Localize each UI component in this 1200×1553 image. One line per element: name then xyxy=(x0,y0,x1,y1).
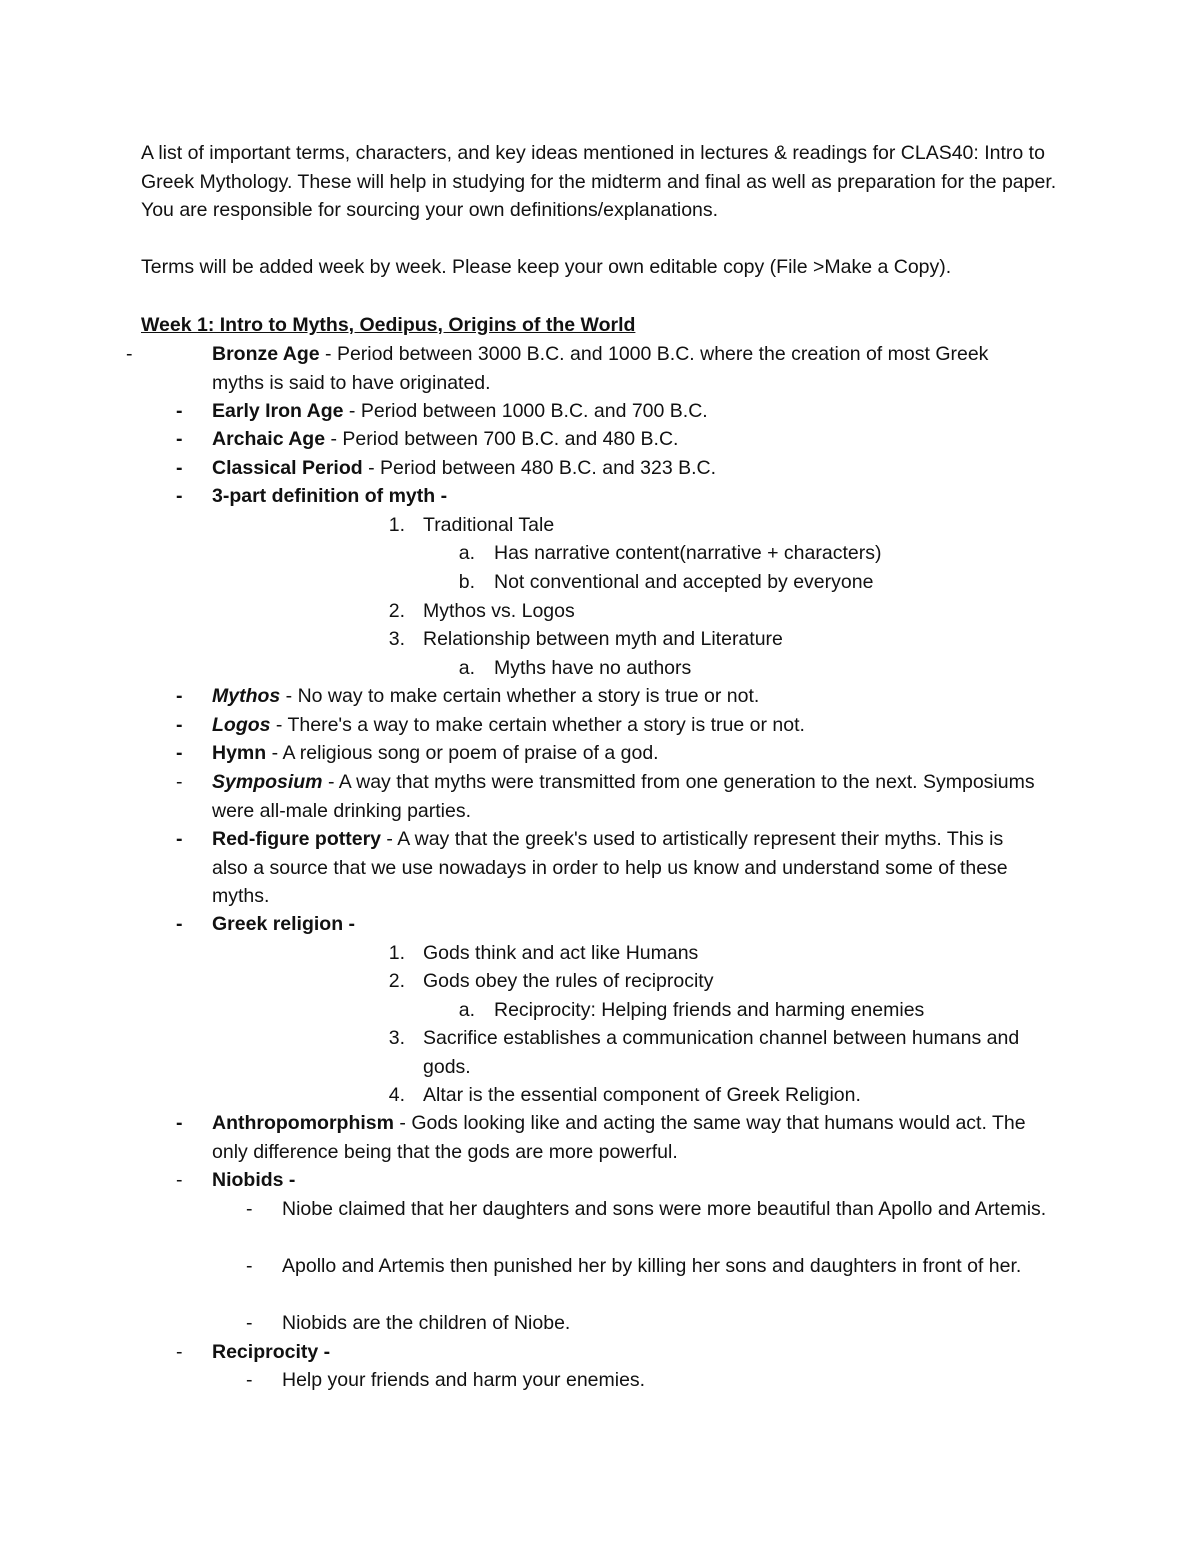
list-letter: a. xyxy=(458,542,475,564)
list-item: Gods think and act like Humans xyxy=(423,942,699,964)
term-label: Classical Period xyxy=(212,457,363,479)
list-item: Traditional Tale xyxy=(423,514,555,536)
list-item: Myths have no authors xyxy=(494,657,692,679)
intro-paragraph: A list of important terms, characters, and key ideas mentioned in lectures & readings for CLAS40: Intro to Greek Mythology. These will help in studying for the midterm and final as well as preparation for the paper. You are responsible for sourcing your own definitions/explanations. xyxy=(141,142,1057,222)
list-number: 3. xyxy=(388,1027,405,1049)
bullet-marker: - xyxy=(246,1312,253,1334)
bullet-marker: - xyxy=(176,714,183,736)
term-archaic-age xyxy=(212,425,678,453)
sub-bullet-item: Niobids are the children of Niobe. xyxy=(282,1312,571,1334)
list-item: Has narrative content(narrative + characters) xyxy=(494,542,882,564)
term-label: Early Iron Age xyxy=(212,400,344,422)
bullet-marker: - xyxy=(176,457,183,479)
bullet-marker: - xyxy=(246,1369,253,1391)
term-mythos xyxy=(212,682,759,710)
bullet-marker: - xyxy=(176,1169,183,1191)
term-definition: - Period between 480 B.C. and 323 B.C. xyxy=(362,457,717,479)
term-definition: - Period between 700 B.C. and 480 B.C. xyxy=(325,428,679,450)
term-label: Symposium xyxy=(212,771,323,793)
term-label: Archaic Age xyxy=(212,428,326,450)
term-definition: - There's a way to make certain whether a story is true or not. xyxy=(270,714,805,736)
term-label: Greek religion xyxy=(212,913,344,935)
term-anthropomorphism xyxy=(212,1109,1042,1166)
list-number: 3. xyxy=(388,628,405,650)
sub-bullet-item: Help your friends and harm your enemies. xyxy=(282,1369,646,1391)
term-definition: - xyxy=(343,913,356,935)
bullet-marker: - xyxy=(176,1112,183,1134)
list-number: 2. xyxy=(388,970,405,992)
list-number: 4. xyxy=(388,1084,405,1106)
list-item: Mythos vs. Logos xyxy=(423,600,575,622)
list-number: 1. xyxy=(388,942,405,964)
term-bronze-age xyxy=(212,340,1042,397)
intro-note: Terms will be added week by week. Please keep your own editable copy (File >Make a Copy). xyxy=(141,256,952,278)
week1-heading: Week 1: Intro to Myths, Oedipus, Origins of the World xyxy=(141,314,636,336)
list-number: 2. xyxy=(388,600,405,622)
list-letter: a. xyxy=(458,657,475,679)
list-item: Gods obey the rules of reciprocity xyxy=(423,970,714,992)
term-reciprocity xyxy=(212,1338,330,1366)
term-label: Niobids xyxy=(212,1169,284,1191)
bullet-marker: - xyxy=(176,685,183,707)
term-definition: - xyxy=(283,1169,296,1191)
sub-bullet-item: Apollo and Artemis then punished her by killing her sons and daughters in front of her. xyxy=(282,1255,1022,1277)
term-definition: - A way that myths were transmitted from one generation to the next. Symposiums were all-male drinking parties. xyxy=(212,771,1035,822)
term-label: Reciprocity xyxy=(212,1341,319,1363)
bullet-marker: - xyxy=(176,400,183,422)
term-logos xyxy=(212,711,805,739)
bullet-marker: - xyxy=(176,1341,183,1363)
term-label: 3-part definition of myth xyxy=(212,485,436,507)
term-label: Hymn xyxy=(212,742,267,764)
term-hymn xyxy=(212,739,659,767)
bullet-marker: - xyxy=(176,742,183,764)
bullet-marker: - xyxy=(176,771,183,793)
list-item: Relationship between myth and Literature xyxy=(423,628,783,650)
term-label: Anthropomorphism xyxy=(212,1112,394,1134)
list-letter: b. xyxy=(458,571,475,593)
term-niobids xyxy=(212,1166,295,1194)
bullet-marker: - xyxy=(176,828,183,850)
term-definition: - xyxy=(318,1341,331,1363)
term-early-iron-age xyxy=(212,397,708,425)
term-label: Bronze Age xyxy=(212,343,320,365)
term-label: Logos xyxy=(212,714,271,736)
list-number: 1. xyxy=(388,514,405,536)
list-item: Not conventional and accepted by everyone xyxy=(494,571,874,593)
term-definition: - No way to make certain whether a story is true or not. xyxy=(280,685,760,707)
term-classical-period xyxy=(212,454,716,482)
term-definition: - Period between 1000 B.C. and 700 B.C. xyxy=(343,400,708,422)
term-label: Mythos xyxy=(212,685,281,707)
term-definition: - xyxy=(435,485,448,507)
bullet-marker: - xyxy=(176,485,183,507)
term-definition: - Period between 3000 B.C. and 1000 B.C. where the creation of most Greek myths is said to have originated. xyxy=(212,343,989,394)
bullet-marker: - xyxy=(246,1255,253,1277)
term-red-figure-pottery xyxy=(212,825,1042,911)
term-definition: - Gods looking like and acting the same way that humans would act. The only difference being that the gods are more powerful. xyxy=(212,1112,1026,1163)
term-definition: - A way that the greek's used to artistically represent their myths. This is also a source that we use nowadays in order to help us know and understand some of these myths. xyxy=(212,828,1008,908)
term-definition: - A religious song or poem of praise of a god. xyxy=(266,742,659,764)
term-myth-definition xyxy=(212,482,447,510)
bullet-marker: - xyxy=(176,913,183,935)
list-item: Reciprocity: Helping friends and harming enemies xyxy=(494,999,925,1021)
bullet-marker: - xyxy=(176,428,183,450)
term-symposium xyxy=(212,768,1042,825)
sub-bullet-item: Niobe claimed that her daughters and sons were more beautiful than Apollo and Artemis. xyxy=(282,1198,1047,1220)
bullet-marker: - xyxy=(246,1198,253,1220)
term-label: Red-figure pottery xyxy=(212,828,382,850)
list-item: Sacrifice establishes a communication channel between humans and gods. xyxy=(423,1027,1020,1078)
bullet-marker: - xyxy=(126,343,133,365)
term-greek-religion xyxy=(212,910,355,938)
list-letter: a. xyxy=(458,999,475,1021)
list-item: Altar is the essential component of Greek Religion. xyxy=(423,1084,861,1106)
